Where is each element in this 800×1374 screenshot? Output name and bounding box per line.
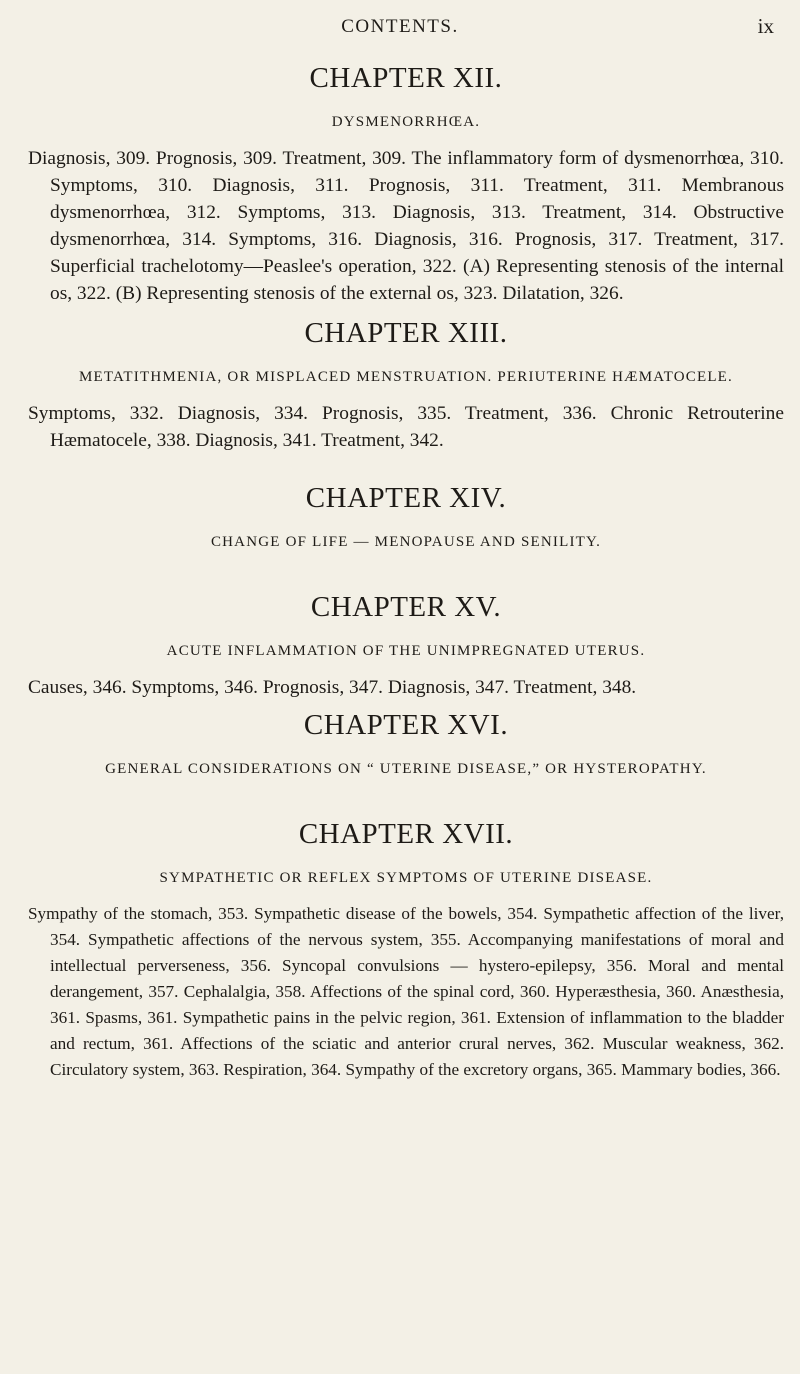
chapter-subject: CHANGE OF LIFE — MENOPAUSE AND SENILITY. [210,534,602,550]
chapter-title: CHAPTER XII. [309,62,503,94]
chapter-xiv [28,482,784,555]
chapter-subject: DYSMENORRHŒA. [331,114,481,130]
chapter-title: CHAPTER XIII. [304,317,508,349]
chapter-title: CHAPTER XIV. [305,482,507,514]
page-number: ix [757,14,774,38]
running-head-title: CONTENTS. [341,16,459,37]
chapter-subject: METATITHMENIA, OR MISPLACED MENSTRUATION. PERIUTERINE HÆMATOCELE. [78,369,733,385]
contents-list [28,62,784,1083]
chapter-subject: SYMPATHETIC OR REFLEX SYMPTOMS OF UTERINE DISEASE. [159,870,653,886]
chapter-xii [28,62,784,307]
running-head [0,10,800,46]
chapter-xvii [28,818,784,1083]
chapter-topics: Sympathy of the stomach, 353. Sympathetic disease of the bowels, 354. Sympathetic affection of the liver, 354. Sympathetic affections of the nervous system, 355. Accompanying manifestations of moral and intellectual perverseness, 356. Syncopal convulsions — hystero-epilepsy, 356. Moral and mental derangement, 357. Cephalalgia, 358. Affections of the spinal cord, 360. Hyperæsthesia, 360. Anæsthesia, 361. Spasms, 361. Sympathetic pains in the pelvic region, 361. Extension of inflammation to the bladder and rectum, 361. Affections of the sciatic and anterior crural nerves, 362. Muscular weakness, 362. Circulatory system, 363. Respiration, 364. Sympathy of the excretory organs, 365. Mammary bodies, 366. [28,904,784,1079]
chapter-title: CHAPTER XV. [310,591,502,623]
chapter-topics: Diagnosis, 309. Prognosis, 309. Treatment, 309. The inflammatory form of dysmenorrhœa, 310. Symptoms, 310. Diagnosis, 311. Prognosis, 311. Treatment, 311. Membranous dysmenorrhœa, 312. Symptoms, 313. Diagnosis, 313. Treatment, 314. Obstructive dysmenorrhœa, 314. Symptoms, 316. Diagnosis, 316. Prognosis, 317. Treatment, 317. Superficial trachelotomy—Peaslee's operation, 322. (A) Representing stenosis of the internal os, 322. (B) Representing stenosis of the external os, 323. Dilatation, 326. [28,148,784,304]
chapter-topics: Symptoms, 332. Diagnosis, 334. Prognosis, 335. Treatment, 336. Chronic Retrouterine Hæmatocele, 338. Diagnosis, 341. Treatment, 342. [28,403,784,451]
chapter-title: CHAPTER XVI. [303,709,509,741]
chapter-subject: GENERAL CONSIDERATIONS ON “ UTERINE DISEASE,” OR HYSTEROPATHY. [105,761,707,777]
chapter-title: CHAPTER XVII. [298,818,514,850]
chapter-subject: ACUTE INFLAMMATION OF THE UNIMPREGNATED UTERUS. [166,643,646,659]
chapter-xvi [28,709,784,782]
chapter-topics: Causes, 346. Symptoms, 346. Prognosis, 347. Diagnosis, 347. Treatment, 348. [28,677,637,698]
chapter-xv [28,591,784,701]
chapter-xiii [28,317,784,454]
